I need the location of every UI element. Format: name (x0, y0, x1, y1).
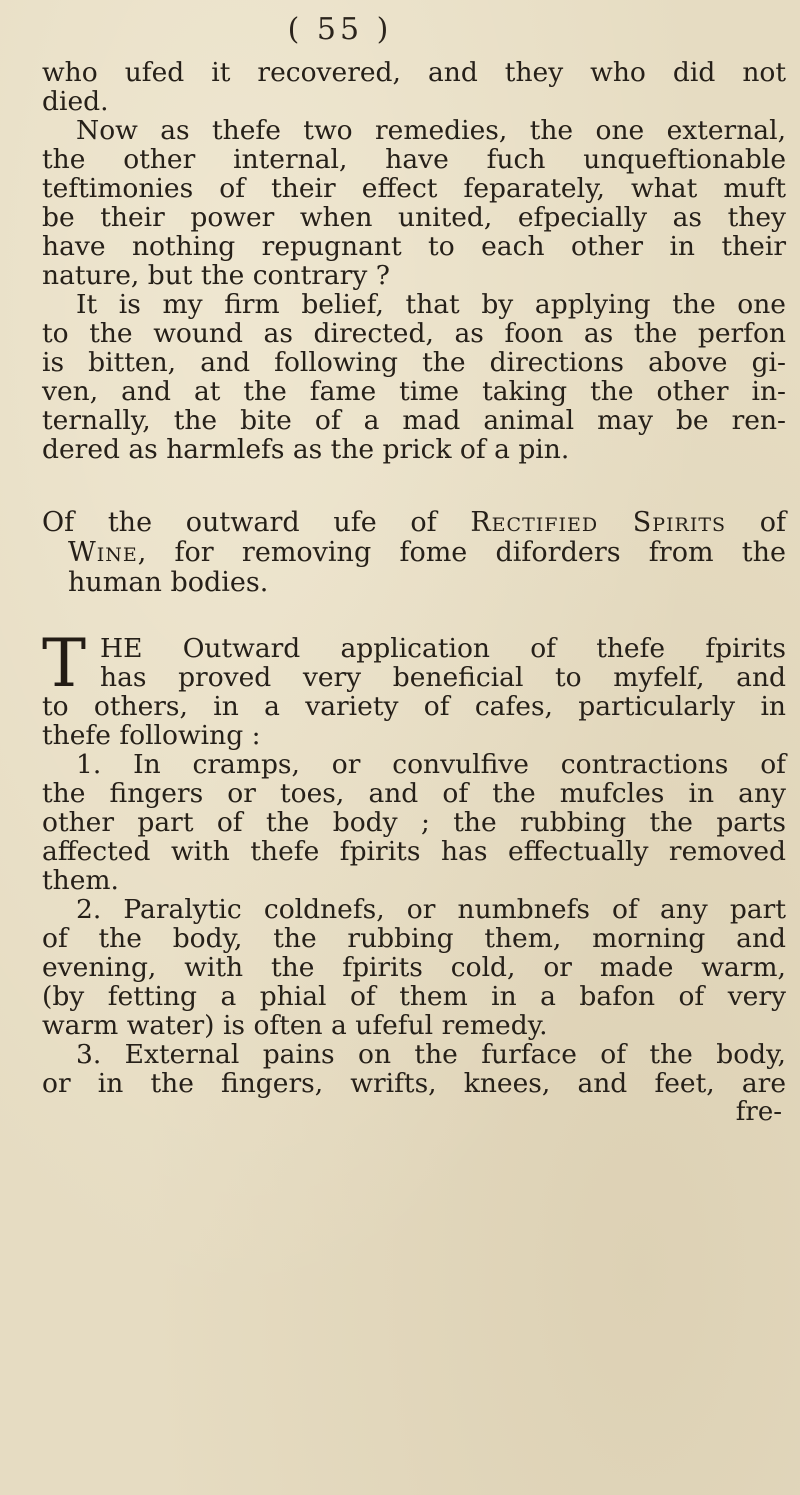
heading-line (42, 508, 786, 538)
heading-text: of (759, 507, 786, 538)
text-line: evening, with the fpirits cold, or made warm, (42, 952, 786, 983)
text-line: ven, and at the fame time taking the other in- (42, 376, 786, 407)
text-line: the fingers or toes, and of the mufcles in any (42, 778, 786, 809)
list-item: 1. In cramps, or convulfive contractions of (76, 749, 786, 780)
heading-text: Of the outward ufe of (42, 507, 437, 538)
text-line: teftimonies of their effect feparately, what muft (42, 173, 786, 204)
text-line: affected with thefe fpirits has effectually removed (42, 836, 786, 867)
text-line: of the body, the rubbing them, morning and (42, 923, 786, 954)
text-line: HE Outward application of thefe fpirits (100, 633, 786, 664)
text-line: who ufed it recovered, and they who did not (42, 57, 786, 88)
text-line: nature, but the contrary ? (42, 260, 390, 291)
list-item: 3. External pains on the furface of the body, (76, 1039, 786, 1070)
text-line: thefe following : (42, 720, 261, 751)
text-line: dered as harmlefs as the prick of a pin. (42, 434, 570, 465)
text-line: (by fetting a phial of them in a bafon of very (42, 981, 786, 1012)
text-line: the other internal, have fuch unqueftionable (42, 144, 786, 175)
heading-text: , for removing fome diforders from the (137, 537, 786, 568)
text-line: other part of the body ; the rubbing the parts (42, 807, 786, 838)
text-line: have nothing repugnant to each other in their (42, 231, 786, 262)
text-line: them. (42, 865, 119, 896)
text-line: warm water) is often a ufeful remedy. (42, 1010, 548, 1041)
text-line: to the wound as directed, as foon as the perfon (42, 318, 786, 349)
catchword: fre- (735, 1097, 782, 1127)
heading-small-caps: Wine (68, 537, 138, 568)
text-line: It is my firm belief, that by applying the one (76, 289, 786, 320)
heading-small-caps: Rectified Spirits (470, 507, 727, 538)
text-line: has proved very beneficial to myfelf, and (100, 662, 786, 693)
page-number: ( 55 ) (287, 12, 393, 47)
page-text (42, 58, 786, 1127)
heading-line: human bodies. (68, 567, 269, 598)
spacer (42, 598, 786, 634)
text-line: or in the fingers, wrifts, knees, and feet, are (42, 1068, 786, 1099)
text-line: to others, in a variety of cafes, particularly in (42, 691, 786, 722)
text-line: ternally, the bite of a mad animal may be ren- (42, 405, 786, 436)
text-line: died. (42, 86, 109, 117)
drop-cap: T (42, 625, 87, 702)
spacer (42, 464, 786, 508)
heading-line (42, 538, 786, 568)
text-line: be their power when united, efpecially as they (42, 202, 786, 233)
text-line: is bitten, and following the directions above gi- (42, 347, 786, 378)
text-line: Now as thefe two remedies, the one external, (76, 115, 786, 146)
section-heading (42, 508, 786, 598)
section-body (42, 625, 786, 751)
list-item: 2. Paralytic coldnefs, or numbnefs of any part (76, 894, 786, 925)
